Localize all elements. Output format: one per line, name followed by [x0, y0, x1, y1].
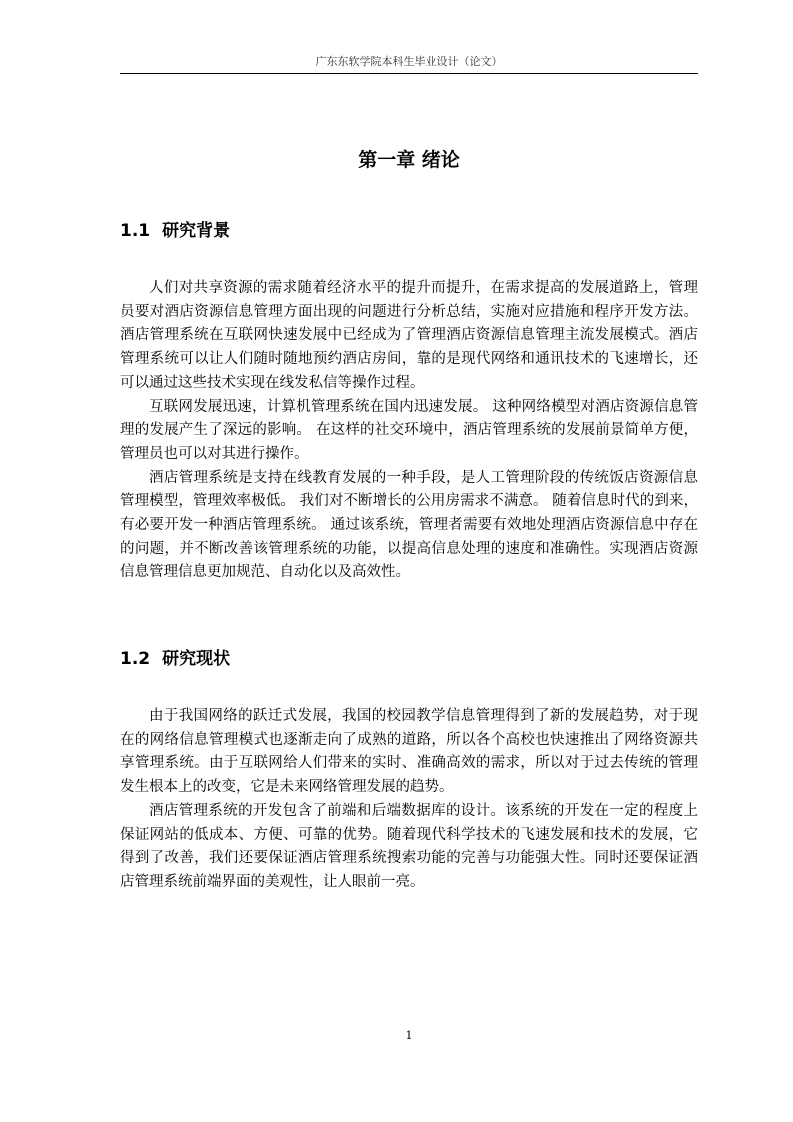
section-title: 研究现状: [162, 649, 231, 669]
header-divider: [120, 73, 698, 74]
paragraph: 人们对共享资源的需求随着经济水平的提升而提升，在需求提高的发展道路上，管理员要对酒店资源信息管理方面出现的问题进行分析总结，实施对应措施和程序开发方法。酒店管理系统在互联网快速发展中已经成为了管理酒店资源信息管理主流发展模式。酒店管理系统可以让人们随时随地预约酒店房间，靠的是现代网络和通讯技术的飞速增长，还可以通过这些技术实现在线发私信等操作过程。: [120, 280, 698, 391]
section-title: 研究背景: [162, 221, 231, 241]
section-heading-status: [120, 647, 230, 671]
section-body-background: [120, 277, 698, 585]
paragraph: 由于我国网络的跃迁式发展，我国的校园教学信息管理得到了新的发展趋势，对于现在的网络信息管理模式也逐渐走向了成熟的道路，所以各个高校也快速推出了网络资源共享管理系统。由于互联网给人们带来的实时、准确高效的需求，所以对于过去传统的管理发生根本上的改变，它是未来网络管理发展的趋势。: [120, 708, 698, 796]
section-heading-background: [120, 219, 230, 243]
section-number: 1.1: [120, 221, 151, 241]
paragraph: 酒店管理系统是支持在线教育发展的一种手段，是人工管理阶段的传统饭店资源信息管理模型，管理效率极低。 我们对不断增长的公用房需求不满意。 随着信息时代的到来，有必要开发一种酒店管理系统。 通过该系统，管理者需要有效地处理酒店资源信息中存在的问题，并不断改善该管理系统的功能，以提高信息处理的速度和准确性。实现酒店资源信息管理信息更加规范、自动化以及高效性。: [120, 469, 698, 581]
chapter-title: 第一章 绪论: [358, 149, 460, 171]
running-header: 广东东软学院本科生毕业设计（论文）: [315, 55, 503, 68]
section-body-status: [120, 705, 698, 895]
paragraph: 互联网发展迅速，计算机管理系统在国内迅速发展。 这种网络模型对酒店资源信息管理的发展产生了深远的影响。 在这样的社交环境中，酒店管理系统的发展前景简单方便，管理员也可以对其进行操作。: [120, 398, 698, 462]
page-number: 1: [405, 1029, 413, 1042]
paragraph: 酒店管理系统的开发包含了前端和后端数据库的设计。该系统的开发在一定的程度上保证网站的低成本、方便、可靠的优势。随着现代科学技术的飞速发展和技术的发展，它得到了改善，我们还要保证酒店管理系统搜索功能的完善与功能强大性。同时还要保证酒店管理系统前端界面的美观性，让人眼前一亮。: [120, 802, 698, 890]
section-number: 1.2: [120, 649, 151, 669]
